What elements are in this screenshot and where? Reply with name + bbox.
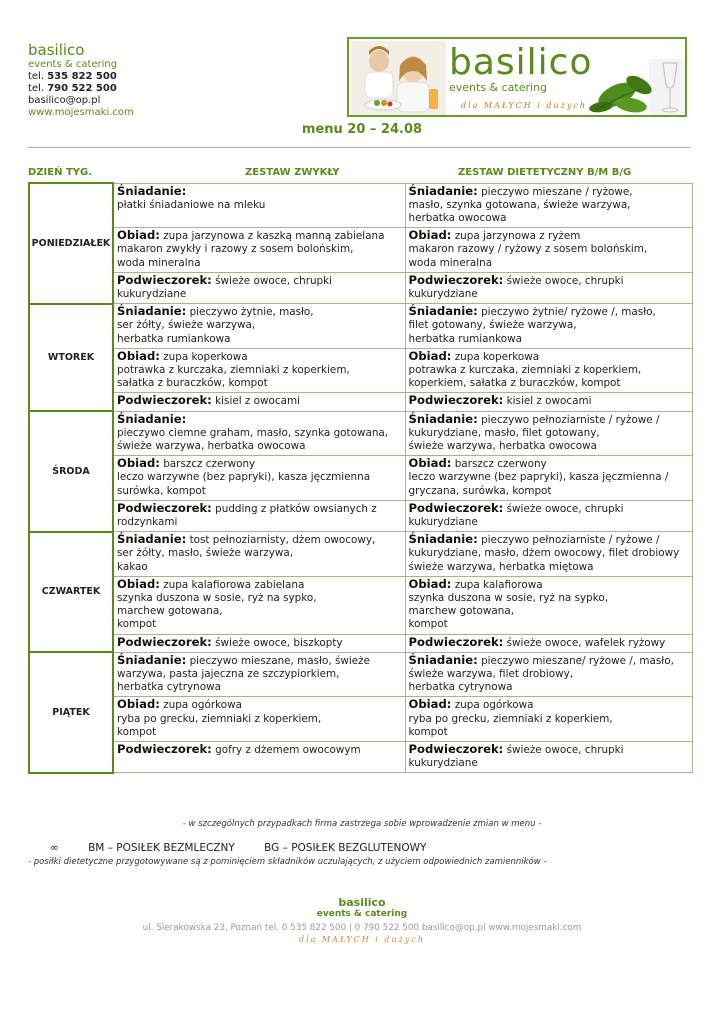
table-row — [29, 652, 692, 697]
meal-line: kukurydziane, masło, filet gotowany, — [408, 426, 600, 439]
meal-breakfast-diet — [405, 183, 692, 228]
meal-label: Obiad: — [117, 228, 160, 243]
meal-line: szynka duszona w sosie, ryż na sypko, — [408, 591, 609, 604]
table-row — [29, 228, 692, 273]
meal-first-line: pieczywo pełnoziarniste / ryżowe / — [481, 413, 660, 426]
meal-line: świeże warzywa, herbatka miętowa — [408, 560, 594, 573]
meal-breakfast-regular — [113, 532, 405, 577]
meal-line: ser żółty, świeże warzywa, — [117, 319, 256, 332]
legend-bg: BG – POSIŁEK BEZGLUTENOWY — [264, 842, 427, 854]
footer-brand-name: basilico — [338, 896, 386, 909]
phone-1: tel. 535 822 500 — [28, 71, 117, 82]
meal-line: rodzynkami — [117, 515, 178, 528]
meal-label: Śniadanie: — [408, 652, 478, 667]
table-row — [29, 634, 692, 652]
logo-banner — [347, 37, 687, 117]
meal-line: kompot — [408, 618, 448, 631]
meal-line: leczo warzywne (bez papryki), kasza jęczmienna / — [408, 471, 669, 484]
meal-line: potrawka z kurczaka, ziemniaki z koperkiem, — [408, 363, 642, 376]
table-row — [29, 272, 692, 303]
table-row — [29, 500, 692, 531]
meal-first-line: pieczywo mieszane, masło, świeże — [189, 654, 371, 667]
table-row — [29, 456, 692, 501]
meal-line: woda mineralna — [117, 256, 201, 269]
meal-first-line: pieczywo żytnie/ ryżowe /, masło, — [481, 306, 656, 319]
phone-2-number: 790 522 500 — [47, 83, 117, 94]
day-name: PIĄTEK — [29, 652, 113, 773]
meal-first-line: świeże owoce, chrupki — [215, 274, 333, 287]
meal-line: ryba po grecku, ziemniaki z koperkiem, — [408, 712, 613, 725]
meal-snack-diet — [405, 634, 692, 652]
meal-breakfast-diet — [405, 411, 692, 456]
menu-table — [28, 182, 693, 774]
diet-note: - posiłki dietetyczne przygotowywane są z pominięciem składników uczulających, z użyciem odpowiednich zamienników - — [28, 857, 547, 867]
meal-label: Śniadanie: — [408, 183, 478, 198]
meal-line: warzywa, pasta jajeczna ze szczypiorkiem, — [117, 668, 340, 680]
meal-label: Śniadanie: — [117, 183, 187, 198]
day-name: CZWARTEK — [29, 532, 113, 653]
col-header-diet: ZESTAW DIETETYCZNY B/M B/G — [458, 167, 632, 178]
footer-address: ul. Sierakowska 23, Poznań tel. 0 535 822 500 | 0 790 522 500 basilico@op.pl www.mojesmaki.com — [142, 923, 582, 933]
meal-first-line: zupa jarzynowa z kaszką manną zabielana — [163, 230, 385, 243]
meal-line: makaron razowy / ryżowy z sosem bolońskim, — [408, 243, 648, 256]
meal-line: marchew gotowana, — [117, 605, 223, 618]
meal-label: Śniadanie: — [408, 532, 478, 547]
table-row — [29, 697, 692, 742]
menu-title: menu 20 – 24.08 — [301, 122, 423, 137]
logo-subtitle: events & catering — [449, 81, 548, 94]
meal-line: świeże warzywa, herbatka owocowa — [408, 439, 597, 452]
meal-line: kukurydziane — [117, 287, 187, 300]
meal-line: masło, szynka gotowana, świeże warzywa, — [408, 198, 631, 211]
meal-line: świeże warzywa, herbatka owocowa — [117, 439, 306, 452]
table-row — [29, 576, 692, 634]
table-row — [29, 348, 692, 393]
meal-label: Obiad: — [117, 576, 160, 591]
logo-title: basilico — [449, 42, 593, 83]
meal-line: kukurydziane, masło, dżem owocowy, filet drobiowy — [408, 547, 680, 560]
meal-line: makaron zwykły i razowy z sosem bolońskim, — [117, 243, 354, 256]
table-row — [29, 393, 692, 411]
meal-lunch-diet — [405, 456, 692, 501]
phone-2: tel. 790 522 500 — [28, 83, 117, 94]
meal-lunch-regular — [113, 228, 405, 273]
meal-first-line: tost pełnoziarnisty, dżem owocowy, — [189, 534, 376, 547]
meal-line: koperkiem, sałatka z buraczków, kompot — [408, 377, 621, 390]
divider — [28, 147, 690, 148]
meal-first-line: pieczywo mieszane/ ryżowe /, masło, — [481, 654, 674, 667]
meal-label: Śniadanie: — [117, 411, 187, 426]
day-name: ŚRODA — [29, 411, 113, 532]
table-row — [29, 183, 692, 228]
phone-1-number: 535 822 500 — [47, 71, 117, 82]
meal-line: marchew gotowana, — [408, 605, 515, 618]
brand-name: basilico — [28, 41, 85, 59]
meal-first-line: zupa koperkowa — [163, 350, 248, 363]
meal-breakfast-regular — [113, 652, 405, 697]
meal-line: kompot — [117, 618, 157, 631]
meal-first-line: kisiel z owocami — [506, 395, 592, 408]
meal-lunch-diet — [405, 348, 692, 393]
meal-snack-diet — [405, 272, 692, 303]
meal-line: woda mineralna — [408, 256, 493, 269]
meal-lunch-regular — [113, 576, 405, 634]
meal-first-line: pieczywo żytnie, masło, — [189, 306, 314, 319]
meal-line: ryba po grecku, ziemniaki z koperkiem, — [117, 712, 322, 725]
meal-line: surówka, kompot — [117, 484, 206, 497]
meal-line: świeże warzywa, filet drobiowy, — [408, 668, 574, 680]
children-photo-icon — [351, 41, 446, 115]
footer — [0, 896, 724, 944]
meal-first-line: kisiel z owocami — [215, 395, 300, 408]
meal-breakfast-regular — [113, 183, 405, 228]
meal-first-line: pieczywo mieszane / ryżowe, — [481, 185, 633, 198]
email[interactable]: basilico@op.pl — [28, 95, 101, 106]
meal-line: herbatka rumiankowa — [408, 332, 522, 345]
changes-note: - w szczególnych przypadkach firma zastrzega sobie wprowadzenie zmian w menu - — [182, 819, 542, 829]
meal-label: Podwieczorek: — [117, 500, 212, 515]
meal-breakfast-regular — [113, 411, 405, 456]
meal-line: płatki śniadaniowe na mleku — [117, 198, 266, 211]
meal-line: kakao — [117, 560, 148, 573]
meal-line: pieczywo ciemne graham, masło, szynka gotowana, — [117, 426, 389, 439]
meal-first-line: świeże owoce, chrupki — [506, 274, 624, 287]
meal-lunch-diet — [405, 576, 692, 634]
meal-first-line: zupa koperkowa — [454, 350, 540, 363]
meal-first-line: gofry z dżemem owocowym — [215, 744, 361, 757]
meal-first-line: świeże owoce, chrupki — [506, 744, 624, 757]
meal-label: Podwieczorek: — [408, 500, 504, 515]
legend — [50, 842, 452, 854]
meal-snack-diet — [405, 393, 692, 411]
meal-snack-diet — [405, 500, 692, 531]
meal-line: sałatka z buraczków, kompot — [117, 377, 268, 390]
meal-first-line: zupa ogórkowa — [163, 699, 242, 712]
meal-first-line: zupa kalafiorowa — [454, 578, 543, 591]
meal-line: herbatka cytrynowa — [117, 681, 221, 694]
meal-first-line: barszcz czerwony — [454, 458, 547, 471]
meal-line: ser żółty, masło, świeże warzywa, — [117, 547, 294, 560]
meal-line: kukurydziane — [408, 515, 478, 528]
day-name: WTOREK — [29, 304, 113, 411]
website-link[interactable]: www.mojesmaki.com — [28, 107, 134, 118]
meal-snack-regular — [113, 634, 405, 652]
meal-line: herbatka owocowa — [408, 211, 507, 224]
meal-first-line: zupa ogórkowa — [454, 699, 534, 712]
meal-label: Obiad: — [408, 456, 452, 471]
meal-label: Podwieczorek: — [408, 393, 504, 408]
meal-label: Podwieczorek: — [408, 742, 504, 757]
meal-label: Obiad: — [408, 348, 452, 363]
meal-line: kukurydziane — [408, 757, 478, 770]
meal-line: potrawka z kurczaka, ziemniaki z koperkiem, — [117, 363, 350, 376]
meal-label: Podwieczorek: — [117, 272, 212, 287]
meal-label: Podwieczorek: — [117, 634, 212, 649]
meal-first-line: pudding z płatków owsianych z — [215, 502, 377, 515]
meal-line: kompot — [117, 725, 157, 738]
meal-line: kompot — [408, 725, 448, 738]
logo-script: dla MAŁYCH i dużych — [461, 101, 588, 110]
meal-first-line: zupa jarzynowa z ryżem — [454, 230, 581, 243]
meal-first-line: świeże owoce, biszkopty — [215, 636, 343, 649]
meal-label: Obiad: — [408, 697, 452, 712]
legend-bm: BM – POSIŁEK BEZMLECZNY — [88, 842, 235, 854]
table-row — [29, 532, 692, 577]
col-header-regular: ZESTAW ZWYKŁY — [245, 167, 340, 178]
meal-first-line: świeże owoce, chrupki — [506, 502, 624, 515]
meal-first-line: barszcz czerwony — [163, 458, 256, 471]
meal-label: Obiad: — [117, 456, 160, 471]
meal-line: szynka duszona w sosie, ryż na sypko, — [117, 591, 317, 604]
meal-lunch-regular — [113, 348, 405, 393]
footer-script: dla MAŁYCH i dużych — [298, 935, 426, 944]
meal-line: leczo warzywne (bez papryki), kasza jęczmienna — [117, 471, 371, 484]
meal-label: Obiad: — [408, 576, 452, 591]
meal-label: Obiad: — [117, 697, 160, 712]
meal-line: gryczana, surówka, kompot — [408, 484, 552, 497]
meal-lunch-diet — [405, 228, 692, 273]
meal-label: Obiad: — [117, 348, 160, 363]
meal-line: kukurydziane — [408, 287, 478, 300]
meal-breakfast-diet — [405, 652, 692, 697]
meal-label: Śniadanie: — [117, 532, 187, 547]
meal-snack-diet — [405, 742, 692, 773]
meal-label: Śniadanie: — [408, 304, 478, 319]
day-name: PONIEDZIAŁEK — [29, 183, 113, 304]
meal-snack-regular — [113, 742, 405, 773]
meal-label: Podwieczorek: — [408, 634, 504, 649]
meal-label: Obiad: — [408, 228, 452, 243]
meal-first-line: pieczywo pełnoziarniste / ryżowe / — [481, 534, 660, 547]
col-header-day: DZIEŃ TYG. — [28, 167, 93, 178]
brand-tagline: events & catering — [28, 59, 118, 70]
table-row — [29, 742, 692, 773]
meal-label: Podwieczorek: — [117, 742, 212, 757]
meal-line: filet gotowany, świeże warzywa, — [408, 319, 577, 332]
footer-tagline: events & catering — [316, 909, 408, 919]
meal-lunch-regular — [113, 697, 405, 742]
meal-breakfast-diet — [405, 532, 692, 577]
table-row — [29, 304, 692, 349]
meal-lunch-diet — [405, 697, 692, 742]
meal-line: herbatka rumiankowa — [117, 332, 231, 345]
meal-breakfast-regular — [113, 304, 405, 349]
meal-lunch-regular — [113, 456, 405, 501]
meal-breakfast-diet — [405, 304, 692, 349]
meal-label: Śniadanie: — [117, 652, 187, 667]
meal-label: Podwieczorek: — [117, 393, 212, 408]
legend-symbol: ∞ — [50, 842, 59, 854]
meal-snack-regular — [113, 393, 405, 411]
meal-label: Śniadanie: — [117, 304, 187, 319]
table-row — [29, 411, 692, 456]
basil-glass-icon — [577, 59, 685, 115]
meal-first-line: świeże owoce, wafelek ryżowy — [506, 636, 666, 649]
meal-first-line: zupa kalafiorowa zabielana — [163, 578, 305, 591]
meal-snack-regular — [113, 272, 405, 303]
meal-line: herbatka cytrynowa — [408, 681, 513, 694]
meal-snack-regular — [113, 500, 405, 531]
meal-label: Śniadanie: — [408, 411, 478, 426]
brand-block — [28, 42, 134, 119]
meal-label: Podwieczorek: — [408, 272, 504, 287]
